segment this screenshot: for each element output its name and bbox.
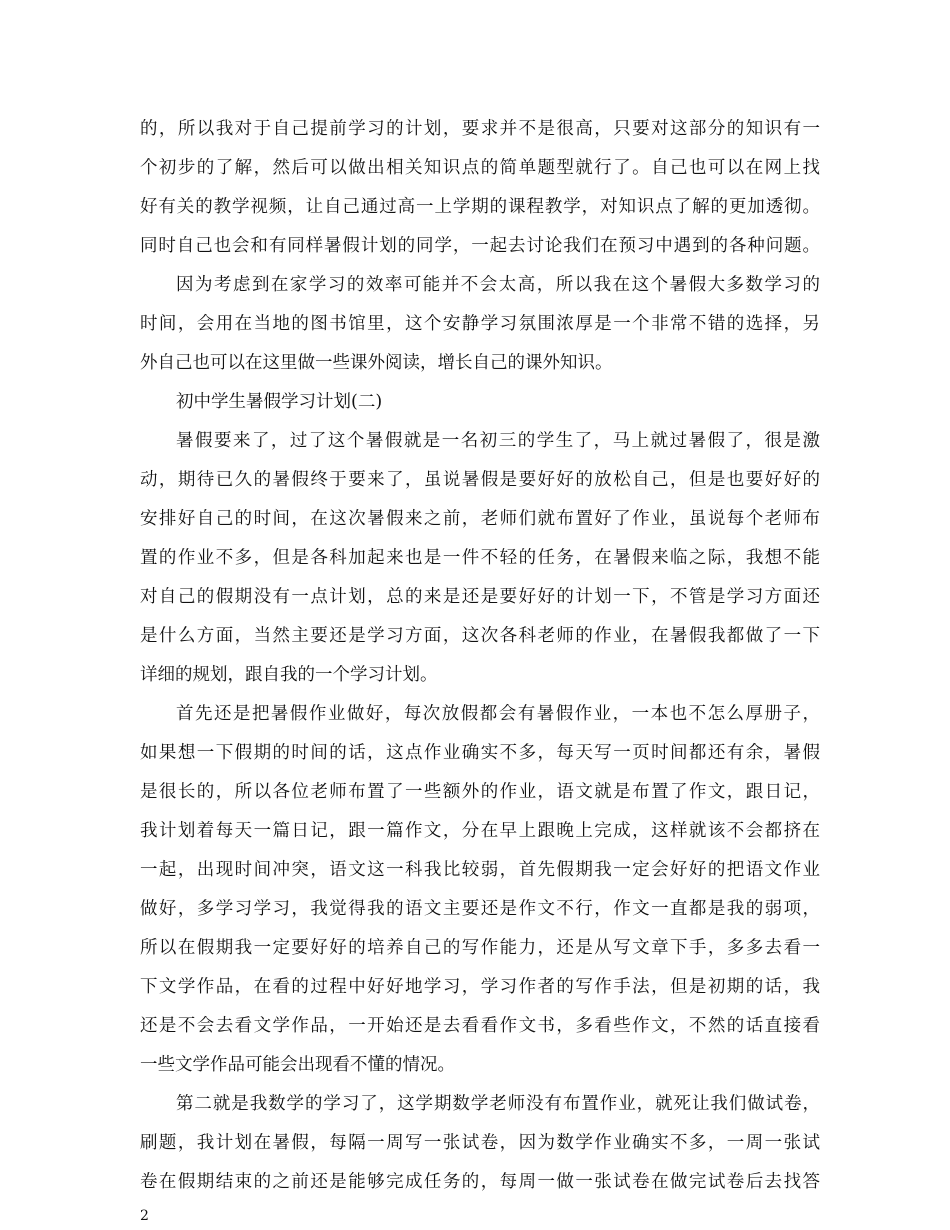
paragraph-line: 还是不会去看文学作品，一开始还是去看看作文书，多看些作文，不然的话直接看 <box>140 1016 820 1036</box>
paragraph-line: 所以在假期我一定要好好的培养自己的写作能力，还是从写文章下手，多多去看一 <box>140 938 820 958</box>
paragraph-line: 是什么方面，当然主要还是学习方面，这次各科老师的作业，在暑假我都做了一下 <box>140 626 820 646</box>
paragraph-line: 刷题，我计划在暑假，每隔一周写一张试卷，因为数学作业确实不多，一周一张试 <box>140 1133 820 1153</box>
paragraph-line: 是很长的，所以各位老师布置了一些额外的作业，语文就是布置了作文，跟日记， <box>140 782 820 802</box>
paragraph-line: 做好，多学习学习，我觉得我的语文主要还是作文不行，作文一直都是我的弱项， <box>140 899 820 919</box>
paragraph-line: 暑假要来了，过了这个暑假就是一名初三的学生了，马上就过暑假了，很是激 <box>176 431 820 451</box>
paragraph-line: 如果想一下假期的时间的话，这点作业确实不多，每天写一页时间都还有余，暑假 <box>140 743 820 763</box>
page-number: 2 <box>140 1208 149 1224</box>
paragraph-line: 详细的规划，跟自我的一个学习计划。 <box>140 665 438 685</box>
paragraph-line: 安排好自己的时间，在这次暑假来之前，老师们就布置好了作业，虽说每个老师布 <box>140 509 820 529</box>
paragraph-line: 一些文学作品可能会出现看不懂的情况。 <box>140 1055 455 1075</box>
paragraph-line: 同时自己也会和有同样暑假计划的同学，一起去讨论我们在预习中遇到的各种问题。 <box>140 236 820 256</box>
paragraph-line: 的，所以我对于自己提前学习的计划，要求并不是很高，只要对这部分的知识有一 <box>140 119 820 139</box>
paragraph-line: 一起，出现时间冲突，语文这一科我比较弱，首先假期我一定会好好的把语文作业 <box>140 860 820 880</box>
paragraph-line: 我计划着每天一篇日记，跟一篇作文，分在早上跟晚上完成，这样就该不会都挤在 <box>140 821 820 841</box>
paragraph-line: 动，期待已久的暑假终于要来了，虽说暑假是要好好的放松自己，但是也要好好的 <box>140 470 820 490</box>
paragraph-line: 外自己也可以在这里做一些课外阅读，增长自己的课外知识。 <box>140 353 613 373</box>
paragraph-line: 第二就是我数学的学习了，这学期数学老师没有布置作业，就死让我们做试卷， <box>176 1094 820 1114</box>
paragraph-line: 对自己的假期没有一点计划，总的来是还是要好好的计划一下，不管是学习方面还 <box>140 587 820 607</box>
paragraph-line: 首先还是把暑假作业做好，每次放假都会有暑假作业，一本也不怎么厚册子， <box>176 704 820 724</box>
section-heading: 初中学生暑假学习计划(二) <box>176 392 383 412</box>
paragraph-line: 卷在假期结束的之前还是能够完成任务的，每周一做一张试卷在做完试卷后去找答 <box>140 1172 820 1192</box>
paragraph-line: 下文学作品，在看的过程中好好地学习，学习作者的写作手法，但是初期的话，我 <box>140 977 820 997</box>
paragraph-line: 因为考虑到在家学习的效率可能并不会太高，所以我在这个暑假大多数学习的 <box>176 275 820 295</box>
paragraph-line: 时间，会用在当地的图书馆里，这个安静学习氛围浓厚是一个非常不错的选择，另 <box>140 314 820 334</box>
paragraph-line: 好有关的教学视频，让自己通过高一上学期的课程教学，对知识点了解的更加透彻。 <box>140 197 820 217</box>
paragraph-line: 个初步的了解，然后可以做出相关知识点的简单题型就行了。自己也可以在网上找 <box>140 158 820 178</box>
paragraph-line: 置的作业不多，但是各科加起来也是一件不轻的任务，在暑假来临之际，我想不能 <box>140 548 820 568</box>
